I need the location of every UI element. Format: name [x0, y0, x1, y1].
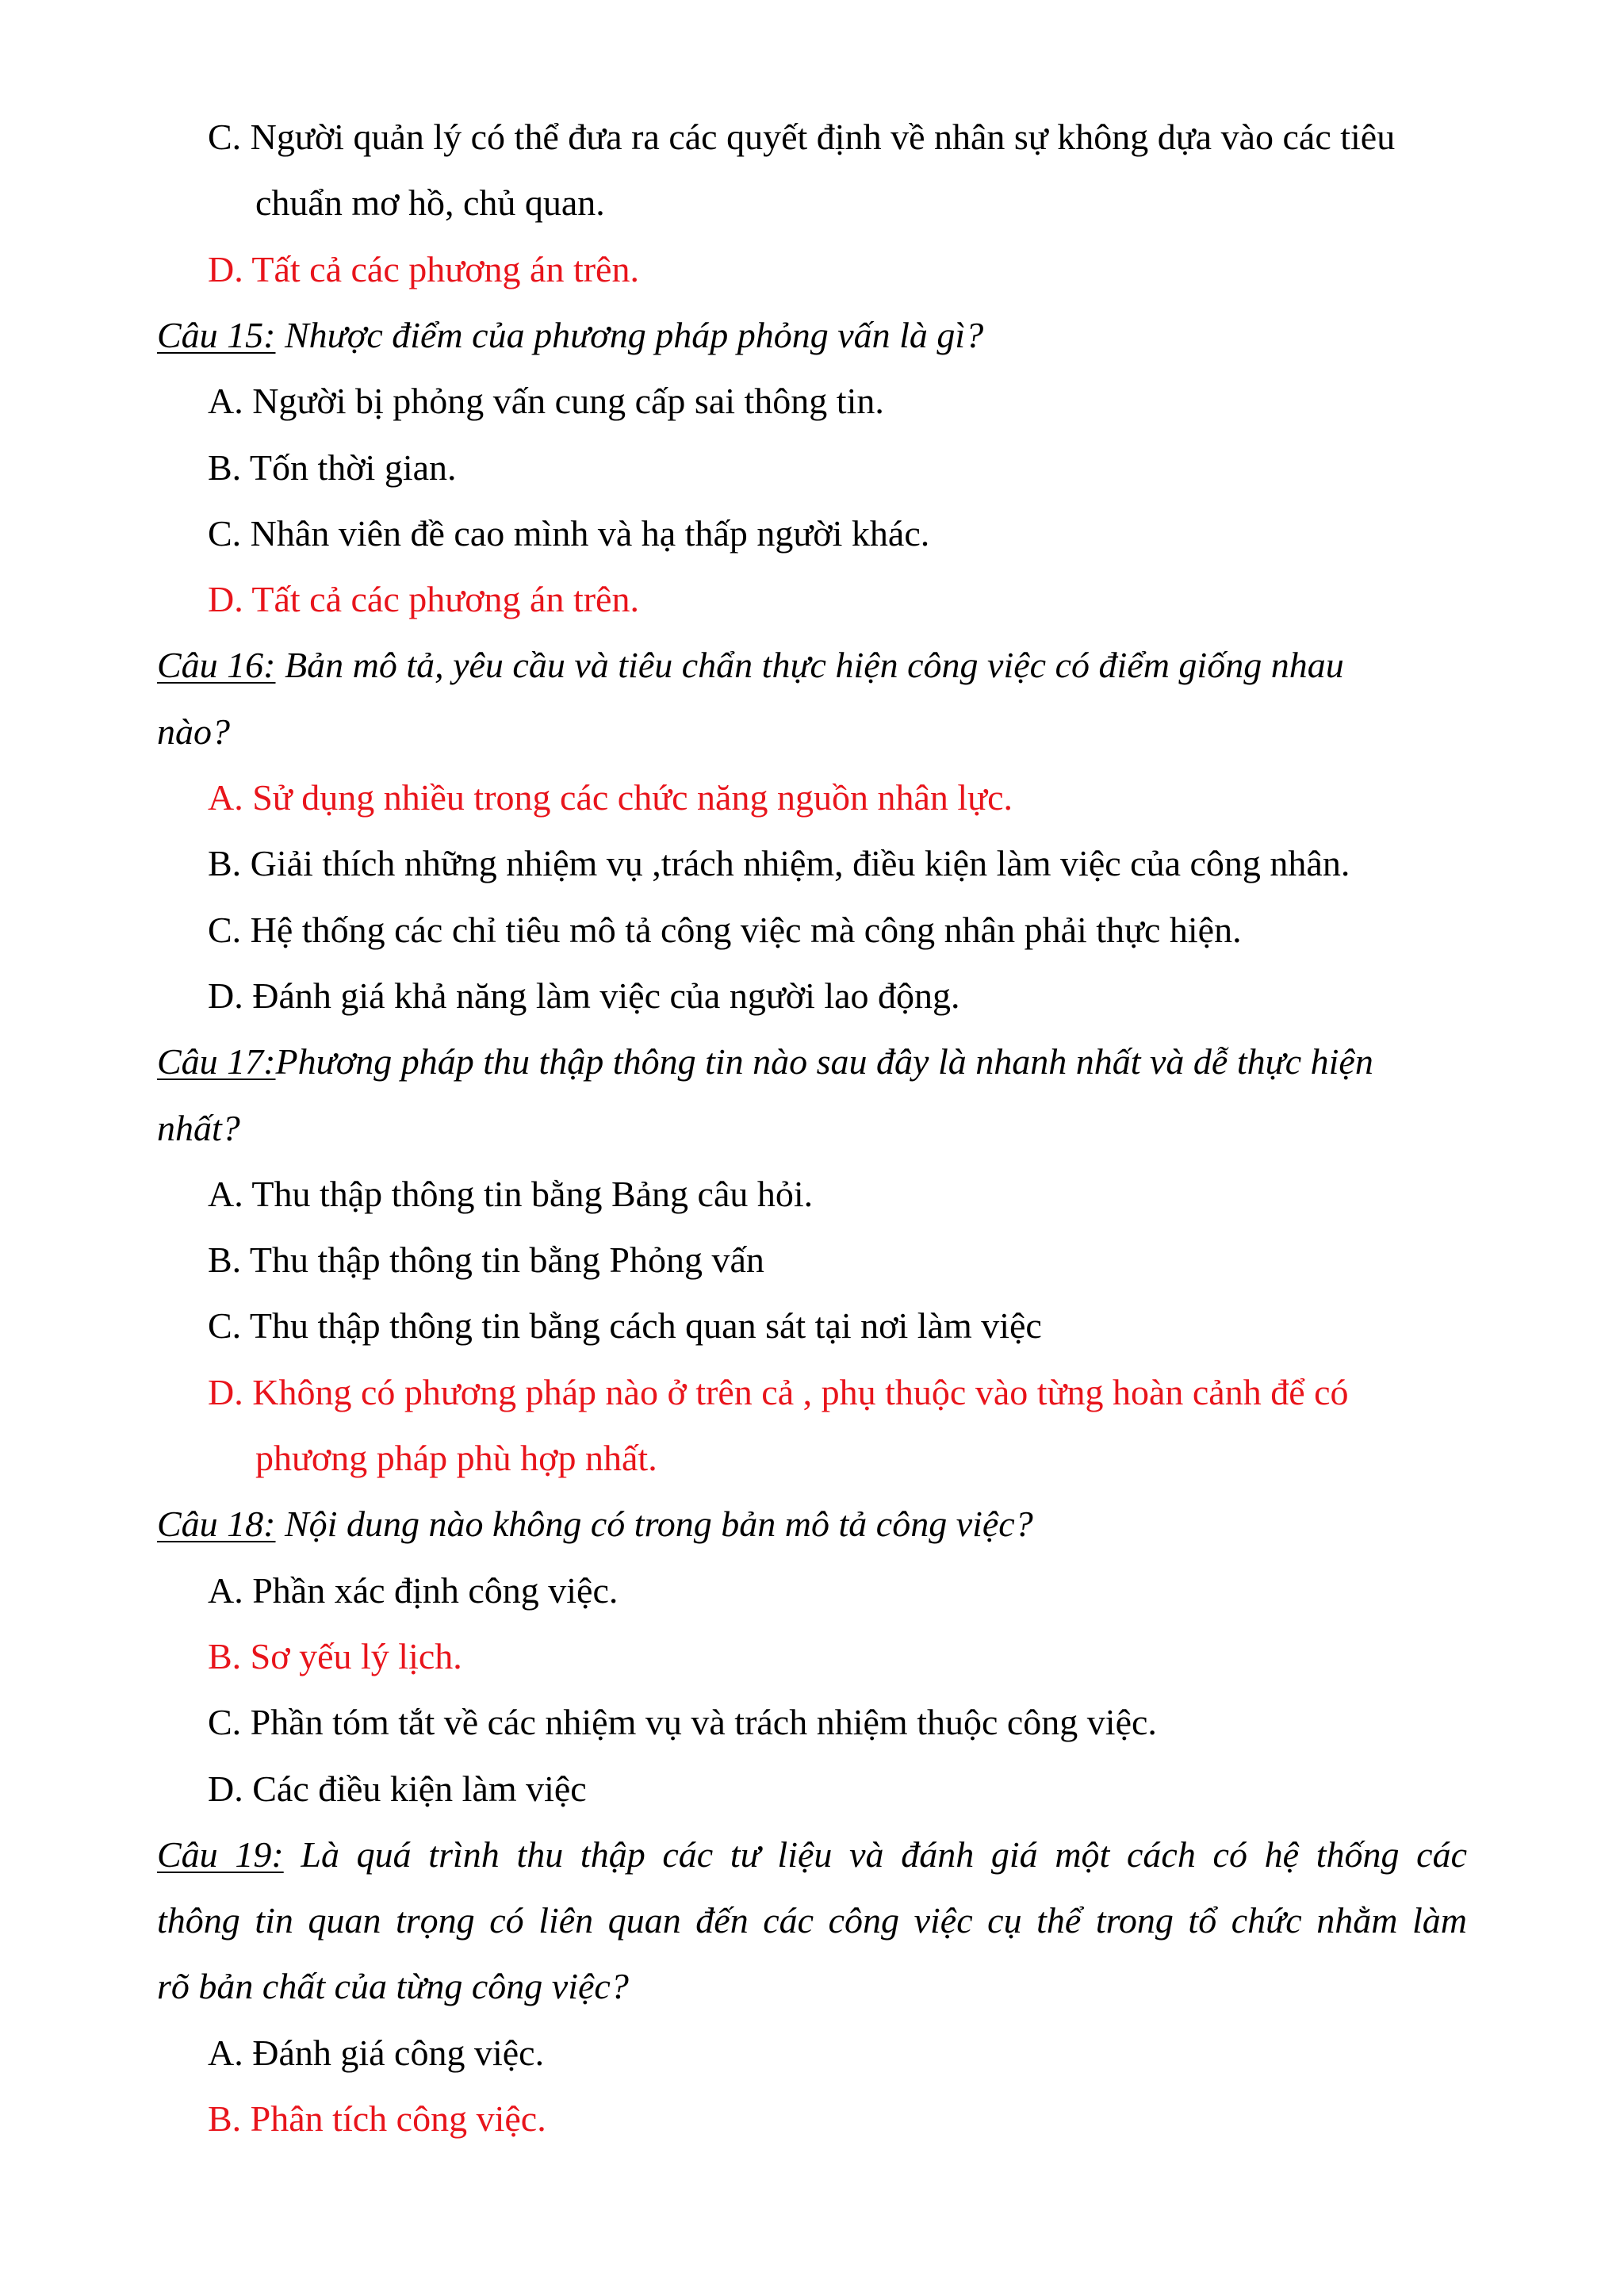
- correct-answer-option: B. Sơ yếu lý lịch.: [208, 1636, 462, 1676]
- question-number: Câu 19:: [157, 1834, 284, 1875]
- question-text: Nhược điểm của phương pháp phỏng vấn là gì?: [275, 315, 984, 355]
- answer-option: chuẩn mơ hồ, chủ quan.: [255, 182, 605, 223]
- question-text: Nội dung nào không có trong bản mô tả công việc?: [275, 1504, 1033, 1544]
- answer-option: C. Hệ thống các chỉ tiêu mô tả công việc mà công nhân phải thực hiện.: [208, 910, 1242, 950]
- answer-option: A. Người bị phỏng vấn cung cấp sai thông tin.: [208, 381, 884, 421]
- question-line: [157, 1502, 1033, 1546]
- question-continuation: thông tin quan trọng có liên quan đến các công việc cụ thể trong tổ chức nhằm làm: [157, 1900, 1467, 1941]
- question-number: Câu 15:: [157, 315, 276, 355]
- answer-option: C. Người quản lý có thể đưa ra các quyết định về nhân sự không dựa vào các tiêu: [208, 117, 1396, 157]
- answer-option: D. Đánh giá khả năng làm việc của người lao động.: [208, 975, 960, 1016]
- question-number: Câu 18:: [157, 1504, 276, 1544]
- question-text: Phương pháp thu thập thông tin nào sau đây là nhanh nhất và dễ thực hiện: [275, 1041, 1373, 1082]
- question-number: Câu 17:: [157, 1041, 276, 1082]
- correct-answer-option: A. Sử dụng nhiều trong các chức năng nguồn nhân lực.: [208, 777, 1013, 818]
- answer-option: D. Các điều kiện làm việc: [208, 1768, 587, 1809]
- answer-option: A. Thu thập thông tin bằng Bảng câu hỏi.: [208, 1174, 814, 1214]
- question-continuation: nhất?: [157, 1108, 240, 1148]
- question-line: [157, 1833, 1467, 1877]
- correct-answer-option: B. Phân tích công việc.: [208, 2098, 546, 2139]
- question-line: [157, 1040, 1373, 1084]
- question-line: [157, 643, 1344, 688]
- answer-option: A. Đánh giá công việc.: [208, 2033, 545, 2073]
- answer-option: B. Giải thích những nhiệm vụ ,trách nhiệm, điều kiện làm việc của công nhân.: [208, 843, 1350, 883]
- question-continuation: rõ bản chất của từng công việc?: [157, 1966, 629, 2006]
- answer-option: C. Nhân viên đề cao mình và hạ thấp người khác.: [208, 513, 930, 554]
- answer-option: C. Thu thập thông tin bằng cách quan sát tại nơi làm việc: [208, 1305, 1042, 1346]
- correct-answer-option: phương pháp phù hợp nhất.: [255, 1438, 657, 1478]
- answer-option: A. Phần xác định công việc.: [208, 1570, 619, 1611]
- question-text: Là quá trình thu thập các tư liệu và đánh giá một cách có hệ thống các: [283, 1834, 1468, 1875]
- correct-answer-option: D. Tất cả các phương án trên.: [208, 249, 639, 289]
- answer-option: B. Thu thập thông tin bằng Phỏng vấn: [208, 1239, 764, 1280]
- question-text: Bản mô tả, yêu cầu và tiêu chẩn thực hiện công việc có điểm giống nhau: [275, 645, 1344, 685]
- question-continuation: nào?: [157, 711, 230, 752]
- correct-answer-option: D. Không có phương pháp nào ở trên cả , phụ thuộc vào từng hoàn cảnh để có: [208, 1372, 1349, 1412]
- question-number: Câu 16:: [157, 645, 276, 685]
- correct-answer-option: D. Tất cả các phương án trên.: [208, 579, 639, 619]
- question-line: [157, 313, 983, 358]
- answer-option: C. Phần tóm tắt về các nhiệm vụ và trách nhiệm thuộc công việc.: [208, 1702, 1157, 1742]
- answer-option: B. Tốn thời gian.: [208, 447, 457, 488]
